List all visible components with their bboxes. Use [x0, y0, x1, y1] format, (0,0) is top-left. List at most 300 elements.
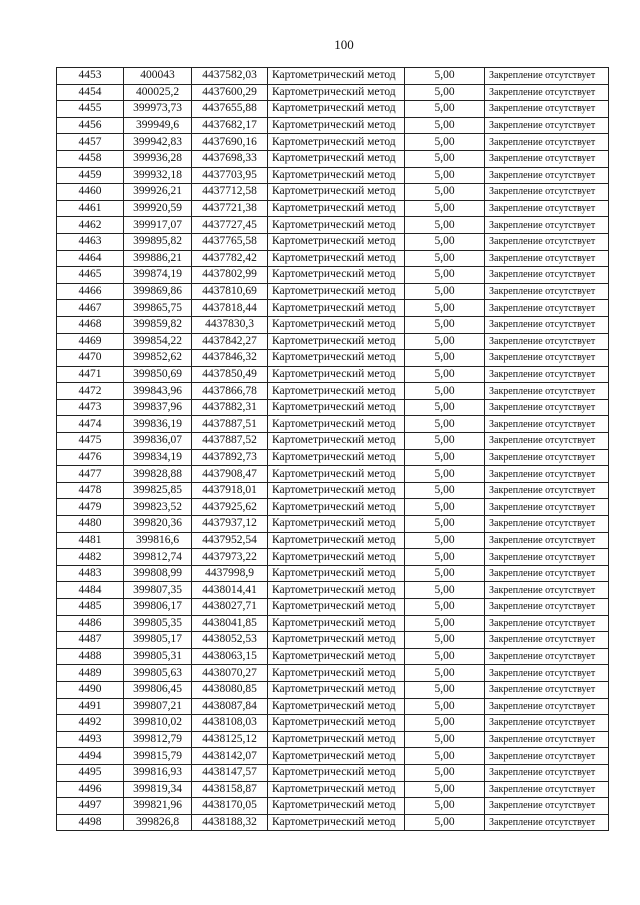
method-cell: Картометрический метод — [268, 134, 405, 151]
point-number-cell: 4498 — [57, 814, 124, 831]
fixation-cell: Закрепление отсутствует — [485, 482, 609, 499]
error-cell: 5,00 — [405, 599, 485, 616]
fixation-cell: Закрепление отсутствует — [485, 648, 609, 665]
method-cell: Картометрический метод — [268, 150, 405, 167]
method-cell: Картометрический метод — [268, 117, 405, 134]
table-row — [57, 615, 609, 632]
x-coordinate-cell: 399920,59 — [124, 200, 192, 217]
fixation-cell: Закрепление отсутствует — [485, 68, 609, 85]
x-coordinate-cell: 399805,35 — [124, 615, 192, 632]
y-coordinate-cell: 4437973,22 — [192, 549, 268, 566]
y-coordinate-cell: 4438063,15 — [192, 648, 268, 665]
table-row — [57, 499, 609, 516]
y-coordinate-cell: 4437887,51 — [192, 416, 268, 433]
point-number-cell: 4495 — [57, 764, 124, 781]
method-cell: Картометрический метод — [268, 698, 405, 715]
fixation-cell: Закрепление отсутствует — [485, 184, 609, 201]
point-number-cell: 4464 — [57, 250, 124, 267]
fixation-cell: Закрепление отсутствует — [485, 101, 609, 118]
point-number-cell: 4493 — [57, 731, 124, 748]
x-coordinate-cell: 399805,17 — [124, 632, 192, 649]
fixation-cell: Закрепление отсутствует — [485, 300, 609, 317]
fixation-cell: Закрепление отсутствует — [485, 632, 609, 649]
error-cell: 5,00 — [405, 764, 485, 781]
x-coordinate-cell: 399917,07 — [124, 217, 192, 234]
x-coordinate-cell: 399806,17 — [124, 599, 192, 616]
fixation-cell: Закрепление отсутствует — [485, 333, 609, 350]
error-cell: 5,00 — [405, 233, 485, 250]
method-cell: Картометрический метод — [268, 499, 405, 516]
fixation-cell: Закрепление отсутствует — [485, 681, 609, 698]
error-cell: 5,00 — [405, 416, 485, 433]
y-coordinate-cell: 4438041,85 — [192, 615, 268, 632]
error-cell: 5,00 — [405, 283, 485, 300]
table-row — [57, 383, 609, 400]
y-coordinate-cell: 4437600,29 — [192, 84, 268, 101]
table-row — [57, 781, 609, 798]
y-coordinate-cell: 4437952,54 — [192, 532, 268, 549]
method-cell: Картометрический метод — [268, 565, 405, 582]
fixation-cell: Закрепление отсутствует — [485, 167, 609, 184]
point-number-cell: 4497 — [57, 798, 124, 815]
method-cell: Картометрический метод — [268, 665, 405, 682]
x-coordinate-cell: 399810,02 — [124, 715, 192, 732]
table-row — [57, 350, 609, 367]
y-coordinate-cell: 4437703,95 — [192, 167, 268, 184]
error-cell: 5,00 — [405, 532, 485, 549]
method-cell: Картометрический метод — [268, 482, 405, 499]
fixation-cell: Закрепление отсутствует — [485, 134, 609, 151]
method-cell: Картометрический метод — [268, 350, 405, 367]
error-cell: 5,00 — [405, 648, 485, 665]
method-cell: Картометрический метод — [268, 632, 405, 649]
point-number-cell: 4474 — [57, 416, 124, 433]
method-cell: Картометрический метод — [268, 267, 405, 284]
point-number-cell: 4455 — [57, 101, 124, 118]
error-cell: 5,00 — [405, 68, 485, 85]
x-coordinate-cell: 399926,21 — [124, 184, 192, 201]
point-number-cell: 4453 — [57, 68, 124, 85]
x-coordinate-cell: 399843,96 — [124, 383, 192, 400]
error-cell: 5,00 — [405, 101, 485, 118]
point-number-cell: 4472 — [57, 383, 124, 400]
error-cell: 5,00 — [405, 615, 485, 632]
table-row — [57, 316, 609, 333]
error-cell: 5,00 — [405, 267, 485, 284]
fixation-cell: Закрепление отсутствует — [485, 316, 609, 333]
error-cell: 5,00 — [405, 433, 485, 450]
x-coordinate-cell: 399852,62 — [124, 350, 192, 367]
y-coordinate-cell: 4438170,05 — [192, 798, 268, 815]
error-cell: 5,00 — [405, 84, 485, 101]
method-cell: Картометрический метод — [268, 615, 405, 632]
table-row — [57, 333, 609, 350]
error-cell: 5,00 — [405, 200, 485, 217]
table-row — [57, 698, 609, 715]
fixation-cell: Закрепление отсутствует — [485, 748, 609, 765]
error-cell: 5,00 — [405, 316, 485, 333]
point-number-cell: 4489 — [57, 665, 124, 682]
table-row — [57, 433, 609, 450]
y-coordinate-cell: 4437908,47 — [192, 466, 268, 483]
fixation-cell: Закрепление отсутствует — [485, 599, 609, 616]
error-cell: 5,00 — [405, 250, 485, 267]
y-coordinate-cell: 4438052,53 — [192, 632, 268, 649]
x-coordinate-cell: 399834,19 — [124, 449, 192, 466]
x-coordinate-cell: 399828,88 — [124, 466, 192, 483]
x-coordinate-cell: 399932,18 — [124, 167, 192, 184]
point-number-cell: 4481 — [57, 532, 124, 549]
y-coordinate-cell: 4438080,85 — [192, 681, 268, 698]
point-number-cell: 4478 — [57, 482, 124, 499]
table-row — [57, 715, 609, 732]
method-cell: Картометрический метод — [268, 416, 405, 433]
y-coordinate-cell: 4437802,99 — [192, 267, 268, 284]
fixation-cell: Закрепление отсутствует — [485, 250, 609, 267]
table-row — [57, 632, 609, 649]
error-cell: 5,00 — [405, 798, 485, 815]
fixation-cell: Закрепление отсутствует — [485, 117, 609, 134]
x-coordinate-cell: 399854,22 — [124, 333, 192, 350]
table-row — [57, 68, 609, 85]
table-row — [57, 764, 609, 781]
method-cell: Картометрический метод — [268, 383, 405, 400]
y-coordinate-cell: 4437842,27 — [192, 333, 268, 350]
table-row — [57, 200, 609, 217]
method-cell: Картометрический метод — [268, 648, 405, 665]
fixation-cell: Закрепление отсутствует — [485, 532, 609, 549]
method-cell: Картометрический метод — [268, 748, 405, 765]
error-cell: 5,00 — [405, 632, 485, 649]
x-coordinate-cell: 399808,99 — [124, 565, 192, 582]
table-row — [57, 549, 609, 566]
y-coordinate-cell: 4437655,88 — [192, 101, 268, 118]
method-cell: Картометрический метод — [268, 781, 405, 798]
fixation-cell: Закрепление отсутствует — [485, 449, 609, 466]
error-cell: 5,00 — [405, 333, 485, 350]
point-number-cell: 4454 — [57, 84, 124, 101]
point-number-cell: 4456 — [57, 117, 124, 134]
y-coordinate-cell: 4437937,12 — [192, 516, 268, 533]
point-number-cell: 4470 — [57, 350, 124, 367]
fixation-cell: Закрепление отсутствует — [485, 366, 609, 383]
x-coordinate-cell: 399869,86 — [124, 283, 192, 300]
method-cell: Картометрический метод — [268, 449, 405, 466]
fixation-cell: Закрепление отсутствует — [485, 399, 609, 416]
y-coordinate-cell: 4437846,32 — [192, 350, 268, 367]
x-coordinate-cell: 399823,52 — [124, 499, 192, 516]
fixation-cell: Закрепление отсутствует — [485, 582, 609, 599]
y-coordinate-cell: 4437810,69 — [192, 283, 268, 300]
y-coordinate-cell: 4438108,03 — [192, 715, 268, 732]
x-coordinate-cell: 399836,07 — [124, 433, 192, 450]
table-row — [57, 250, 609, 267]
y-coordinate-cell: 4438027,71 — [192, 599, 268, 616]
point-number-cell: 4483 — [57, 565, 124, 582]
error-cell: 5,00 — [405, 665, 485, 682]
y-coordinate-cell: 4437818,44 — [192, 300, 268, 317]
fixation-cell: Закрепление отсутствует — [485, 466, 609, 483]
error-cell: 5,00 — [405, 150, 485, 167]
error-cell: 5,00 — [405, 466, 485, 483]
fixation-cell: Закрепление отсутствует — [485, 200, 609, 217]
fixation-cell: Закрепление отсутствует — [485, 233, 609, 250]
fixation-cell: Закрепление отсутствует — [485, 731, 609, 748]
x-coordinate-cell: 399850,69 — [124, 366, 192, 383]
x-coordinate-cell: 399820,36 — [124, 516, 192, 533]
table-row — [57, 582, 609, 599]
fixation-cell: Закрепление отсутствует — [485, 764, 609, 781]
point-number-cell: 4475 — [57, 433, 124, 450]
point-number-cell: 4457 — [57, 134, 124, 151]
y-coordinate-cell: 4437866,78 — [192, 383, 268, 400]
table-body — [57, 68, 609, 831]
fixation-cell: Закрепление отсутствует — [485, 665, 609, 682]
method-cell: Картометрический метод — [268, 433, 405, 450]
point-number-cell: 4494 — [57, 748, 124, 765]
method-cell: Картометрический метод — [268, 200, 405, 217]
y-coordinate-cell: 4437782,42 — [192, 250, 268, 267]
table-row — [57, 101, 609, 118]
method-cell: Картометрический метод — [268, 731, 405, 748]
method-cell: Картометрический метод — [268, 532, 405, 549]
point-number-cell: 4487 — [57, 632, 124, 649]
error-cell: 5,00 — [405, 383, 485, 400]
y-coordinate-cell: 4438158,87 — [192, 781, 268, 798]
error-cell: 5,00 — [405, 350, 485, 367]
error-cell: 5,00 — [405, 698, 485, 715]
y-coordinate-cell: 4437582,03 — [192, 68, 268, 85]
table-row — [57, 399, 609, 416]
method-cell: Картометрический метод — [268, 283, 405, 300]
y-coordinate-cell: 4437721,38 — [192, 200, 268, 217]
table-row — [57, 117, 609, 134]
error-cell: 5,00 — [405, 748, 485, 765]
error-cell: 5,00 — [405, 715, 485, 732]
table-row — [57, 814, 609, 831]
fixation-cell: Закрепление отсутствует — [485, 217, 609, 234]
x-coordinate-cell: 399837,96 — [124, 399, 192, 416]
fixation-cell: Закрепление отсутствует — [485, 383, 609, 400]
point-number-cell: 4492 — [57, 715, 124, 732]
method-cell: Картометрический метод — [268, 582, 405, 599]
fixation-cell: Закрепление отсутствует — [485, 516, 609, 533]
table-row — [57, 516, 609, 533]
y-coordinate-cell: 4437850,49 — [192, 366, 268, 383]
table-row — [57, 482, 609, 499]
x-coordinate-cell: 400025,2 — [124, 84, 192, 101]
error-cell: 5,00 — [405, 565, 485, 582]
method-cell: Картометрический метод — [268, 316, 405, 333]
y-coordinate-cell: 4437925,62 — [192, 499, 268, 516]
method-cell: Картометрический метод — [268, 167, 405, 184]
x-coordinate-cell: 399807,35 — [124, 582, 192, 599]
x-coordinate-cell: 399874,19 — [124, 267, 192, 284]
point-number-cell: 4491 — [57, 698, 124, 715]
table-row — [57, 134, 609, 151]
y-coordinate-cell: 4437712,58 — [192, 184, 268, 201]
y-coordinate-cell: 4438147,57 — [192, 764, 268, 781]
error-cell: 5,00 — [405, 731, 485, 748]
point-number-cell: 4466 — [57, 283, 124, 300]
point-number-cell: 4462 — [57, 217, 124, 234]
point-number-cell: 4477 — [57, 466, 124, 483]
y-coordinate-cell: 4437918,01 — [192, 482, 268, 499]
error-cell: 5,00 — [405, 814, 485, 831]
table-row — [57, 665, 609, 682]
point-number-cell: 4484 — [57, 582, 124, 599]
error-cell: 5,00 — [405, 449, 485, 466]
method-cell: Картометрический метод — [268, 814, 405, 831]
method-cell: Картометрический метод — [268, 366, 405, 383]
x-coordinate-cell: 399807,21 — [124, 698, 192, 715]
error-cell: 5,00 — [405, 217, 485, 234]
page-number: 100 — [334, 37, 354, 52]
y-coordinate-cell: 4437765,58 — [192, 233, 268, 250]
fixation-cell: Закрепление отсутствует — [485, 781, 609, 798]
error-cell: 5,00 — [405, 167, 485, 184]
x-coordinate-cell: 399812,79 — [124, 731, 192, 748]
x-coordinate-cell: 399836,19 — [124, 416, 192, 433]
error-cell: 5,00 — [405, 482, 485, 499]
y-coordinate-cell: 4438125,12 — [192, 731, 268, 748]
table-row — [57, 532, 609, 549]
error-cell: 5,00 — [405, 499, 485, 516]
x-coordinate-cell: 399936,28 — [124, 150, 192, 167]
method-cell: Картометрический метод — [268, 333, 405, 350]
error-cell: 5,00 — [405, 549, 485, 566]
error-cell: 5,00 — [405, 184, 485, 201]
fixation-cell: Закрепление отсутствует — [485, 814, 609, 831]
point-number-cell: 4471 — [57, 366, 124, 383]
table-row — [57, 366, 609, 383]
table-row — [57, 599, 609, 616]
point-number-cell: 4468 — [57, 316, 124, 333]
x-coordinate-cell: 399825,85 — [124, 482, 192, 499]
table-row — [57, 416, 609, 433]
method-cell: Картометрический метод — [268, 798, 405, 815]
table-row — [57, 648, 609, 665]
y-coordinate-cell: 4437882,31 — [192, 399, 268, 416]
method-cell: Картометрический метод — [268, 250, 405, 267]
error-cell: 5,00 — [405, 681, 485, 698]
table-row — [57, 283, 609, 300]
x-coordinate-cell: 399819,34 — [124, 781, 192, 798]
point-number-cell: 4485 — [57, 599, 124, 616]
error-cell: 5,00 — [405, 300, 485, 317]
table-row — [57, 167, 609, 184]
point-number-cell: 4465 — [57, 267, 124, 284]
y-coordinate-cell: 4438188,32 — [192, 814, 268, 831]
x-coordinate-cell: 399949,6 — [124, 117, 192, 134]
method-cell: Картометрический метод — [268, 84, 405, 101]
x-coordinate-cell: 399859,82 — [124, 316, 192, 333]
x-coordinate-cell: 399815,79 — [124, 748, 192, 765]
point-number-cell: 4460 — [57, 184, 124, 201]
error-cell: 5,00 — [405, 781, 485, 798]
point-number-cell: 4479 — [57, 499, 124, 516]
y-coordinate-cell: 4437727,45 — [192, 217, 268, 234]
table-row — [57, 267, 609, 284]
point-number-cell: 4469 — [57, 333, 124, 350]
x-coordinate-cell: 399805,31 — [124, 648, 192, 665]
fixation-cell: Закрепление отсутствует — [485, 565, 609, 582]
x-coordinate-cell: 399865,75 — [124, 300, 192, 317]
method-cell: Картометрический метод — [268, 184, 405, 201]
error-cell: 5,00 — [405, 516, 485, 533]
point-number-cell: 4490 — [57, 681, 124, 698]
point-number-cell: 4486 — [57, 615, 124, 632]
fixation-cell: Закрепление отсутствует — [485, 433, 609, 450]
y-coordinate-cell: 4437682,17 — [192, 117, 268, 134]
method-cell: Картометрический метод — [268, 599, 405, 616]
fixation-cell: Закрепление отсутствует — [485, 549, 609, 566]
table-row — [57, 217, 609, 234]
fixation-cell: Закрепление отсутствует — [485, 350, 609, 367]
table-row — [57, 748, 609, 765]
table-row — [57, 233, 609, 250]
y-coordinate-cell: 4437690,16 — [192, 134, 268, 151]
table-row — [57, 466, 609, 483]
method-cell: Картометрический метод — [268, 764, 405, 781]
error-cell: 5,00 — [405, 117, 485, 134]
point-number-cell: 4482 — [57, 549, 124, 566]
x-coordinate-cell: 399826,8 — [124, 814, 192, 831]
method-cell: Картометрический метод — [268, 233, 405, 250]
fixation-cell: Закрепление отсутствует — [485, 615, 609, 632]
y-coordinate-cell: 4437998,9 — [192, 565, 268, 582]
y-coordinate-cell: 4438087,84 — [192, 698, 268, 715]
point-number-cell: 4467 — [57, 300, 124, 317]
method-cell: Картометрический метод — [268, 549, 405, 566]
y-coordinate-cell: 4437887,52 — [192, 433, 268, 450]
method-cell: Картометрический метод — [268, 217, 405, 234]
x-coordinate-cell: 399821,96 — [124, 798, 192, 815]
method-cell: Картометрический метод — [268, 68, 405, 85]
y-coordinate-cell: 4437830,3 — [192, 316, 268, 333]
x-coordinate-cell: 399886,21 — [124, 250, 192, 267]
y-coordinate-cell: 4438070,27 — [192, 665, 268, 682]
method-cell: Картометрический метод — [268, 300, 405, 317]
point-number-cell: 4473 — [57, 399, 124, 416]
table-row — [57, 184, 609, 201]
x-coordinate-cell: 399806,45 — [124, 681, 192, 698]
method-cell: Картометрический метод — [268, 516, 405, 533]
fixation-cell: Закрепление отсутствует — [485, 715, 609, 732]
fixation-cell: Закрепление отсутствует — [485, 499, 609, 516]
x-coordinate-cell: 399812,74 — [124, 549, 192, 566]
error-cell: 5,00 — [405, 399, 485, 416]
table-row — [57, 798, 609, 815]
method-cell: Картометрический метод — [268, 681, 405, 698]
y-coordinate-cell: 4437698,33 — [192, 150, 268, 167]
coordinates-table — [56, 67, 609, 831]
fixation-cell: Закрепление отсутствует — [485, 150, 609, 167]
error-cell: 5,00 — [405, 366, 485, 383]
point-number-cell: 4488 — [57, 648, 124, 665]
x-coordinate-cell: 399805,63 — [124, 665, 192, 682]
point-number-cell: 4476 — [57, 449, 124, 466]
fixation-cell: Закрепление отсутствует — [485, 84, 609, 101]
fixation-cell: Закрепление отсутствует — [485, 416, 609, 433]
method-cell: Картометрический метод — [268, 466, 405, 483]
x-coordinate-cell: 399942,83 — [124, 134, 192, 151]
x-coordinate-cell: 399973,73 — [124, 101, 192, 118]
x-coordinate-cell: 399816,93 — [124, 764, 192, 781]
table-row — [57, 84, 609, 101]
point-number-cell: 4459 — [57, 167, 124, 184]
error-cell: 5,00 — [405, 582, 485, 599]
